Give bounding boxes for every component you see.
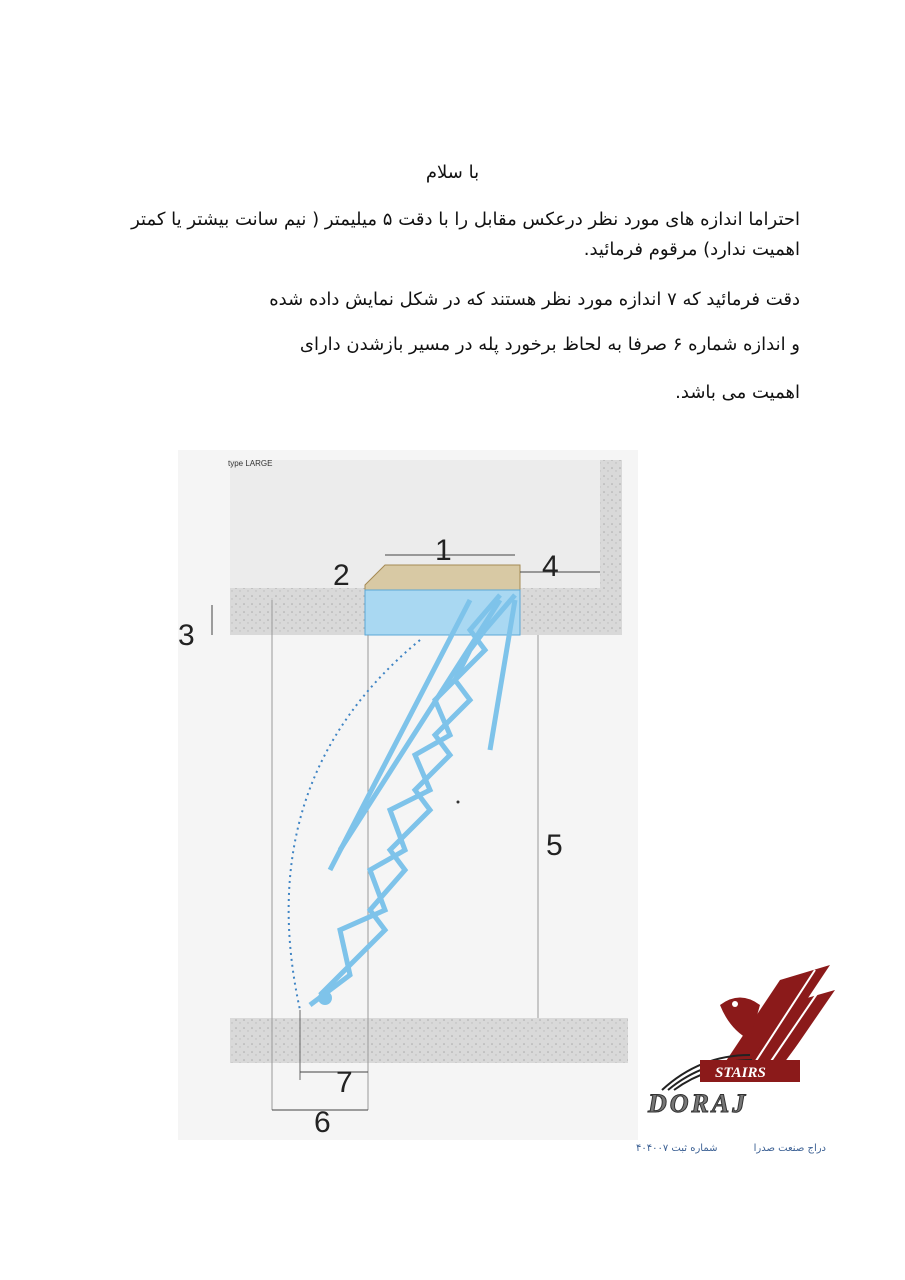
paragraph-4: اهمیت می باشد. <box>675 382 800 403</box>
dim-label-6: 6 <box>314 1106 331 1139</box>
dim-label-5: 5 <box>546 829 563 862</box>
dim-label-1: 1 <box>435 534 452 567</box>
greeting: با سلام <box>425 162 480 183</box>
hatch-frame <box>365 565 520 590</box>
dim-label-7: 7 <box>336 1066 353 1099</box>
footer <box>636 1143 826 1154</box>
footer-registration: شماره ثبت ۴۰۴۰۰۷ <box>636 1143 718 1154</box>
paragraph-3: و اندازه شماره ۶ صرفا به لحاظ برخورد پله در مسیر بازشدن دارای <box>299 334 800 355</box>
footer-company: دراج صنعت صدرا <box>753 1143 826 1154</box>
type-label: type LARGE <box>228 459 273 468</box>
stair-foot <box>318 991 332 1005</box>
paragraph-1: احتراما اندازه های مورد نظر درعکس مقابل را با دقت ۵ میلیمتر ( نیم سانت بیشتر یا کمتر اهمیت ندارد) مرقوم فرمائید. <box>131 209 800 260</box>
doraj-logo <box>640 960 840 1120</box>
dim-label-4: 4 <box>542 550 559 583</box>
dim-label-2: 2 <box>333 559 350 592</box>
attic-stair-diagram <box>170 450 640 1140</box>
dim-label-3: 3 <box>178 619 195 652</box>
logo-brand-text: DORAJ <box>648 1089 749 1118</box>
floor-slab <box>230 1018 628 1063</box>
paragraph-2: دقت فرمائید که ۷ اندازه مورد نظر هستند که در شکل نمایش داده شده <box>269 289 800 310</box>
logo-stairs-text: STAIRS <box>715 1065 766 1081</box>
diagram-dot <box>457 801 460 804</box>
